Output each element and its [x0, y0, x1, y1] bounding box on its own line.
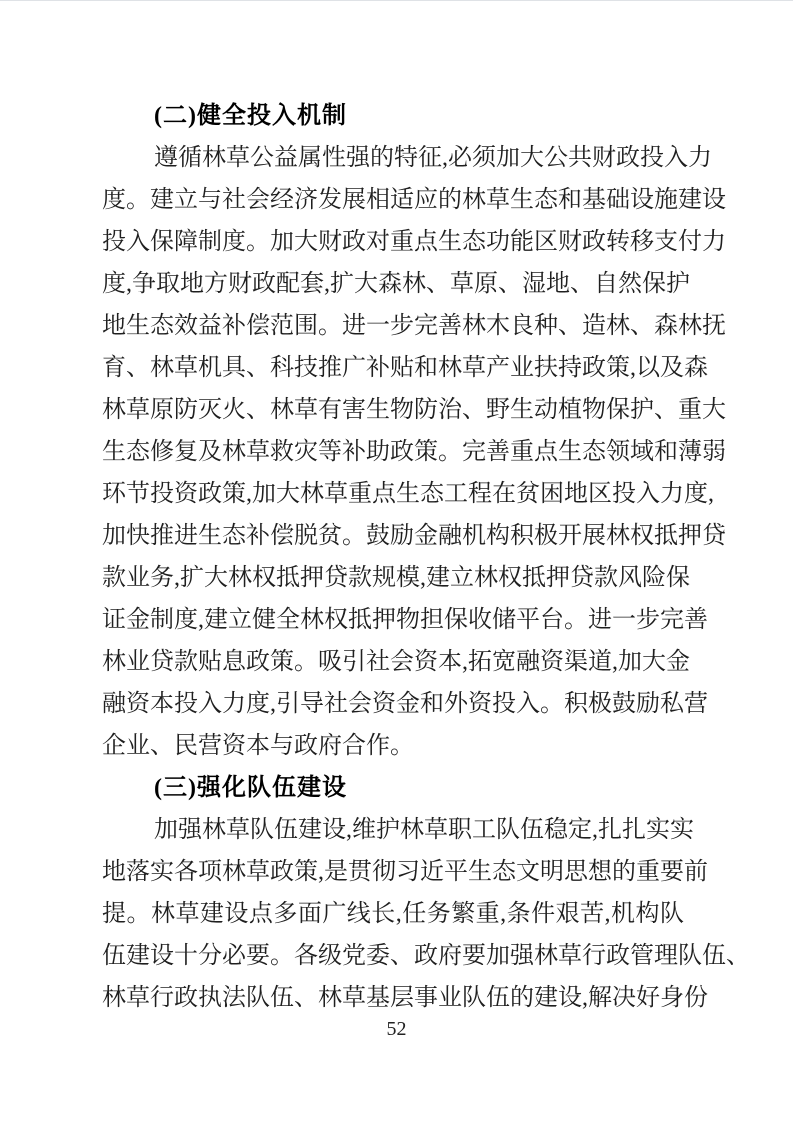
text-line: 育、林草机具、科技推广补贴和林草产业扶持政策,以及森 — [102, 355, 708, 381]
paragraph-investment — [102, 137, 726, 767]
section-investment-mechanism — [102, 95, 726, 767]
text-line: 提。林草建设点多面广线长,任务繁重,条件艰苦,机构队 — [102, 901, 684, 927]
text-line: 地落实各项林草政策,是贯彻习近平生态文明思想的重要前 — [102, 859, 708, 885]
text-line: 加快推进生态补偿脱贫。鼓励金融机构积极开展林权抵押贷 — [102, 523, 726, 549]
section-team-building — [102, 767, 750, 1019]
section-heading-investment: (二)健全投入机制 — [154, 103, 347, 129]
text-line: 地生态效益补偿范围。进一步完善林木良种、造林、森林抚 — [102, 313, 726, 339]
text-line: 林业贷款贴息政策。吸引社会资本,拓宽融资渠道,加大金 — [102, 649, 690, 675]
text-line: 证金制度,建立健全林权抵押物担保收储平台。进一步完善 — [102, 607, 708, 633]
text-line: 林草行政执法队伍、林草基层事业队伍的建设,解决好身份 — [102, 985, 708, 1011]
text-line: 加强林草队伍建设,维护林草职工队伍稳定,扎扎实实 — [154, 817, 694, 843]
text-line: 生态修复及林草救灾等补助政策。完善重点生态领域和薄弱 — [102, 439, 726, 465]
text-line: 度。建立与社会经济发展相适应的林草生态和基础设施建设 — [102, 187, 726, 213]
section-heading-team-building: (三)强化队伍建设 — [154, 775, 347, 801]
paragraph-team-building — [102, 809, 750, 1019]
text-line: 融资本投入力度,引导社会资金和外资投入。积极鼓励私营 — [102, 691, 708, 717]
text-line: 遵循林草公益属性强的特征,必须加大公共财政投入力 — [154, 145, 712, 171]
text-line: 款业务,扩大林权抵押贷款规模,建立林权抵押贷款风险保 — [102, 565, 690, 591]
text-line: 环节投资政策,加大林草重点生态工程在贫困地区投入力度, — [102, 481, 714, 507]
text-line: 伍建设十分必要。各级党委、政府要加强林草行政管理队伍、 — [102, 943, 750, 969]
text-line: 企业、民营资本与政府合作。 — [102, 733, 414, 759]
page-content — [102, 95, 750, 1019]
text-line: 投入保障制度。加大财政对重点生态功能区财政转移支付力 — [102, 229, 726, 255]
text-line: 度,争取地方财政配套,扩大森林、草原、湿地、自然保护 — [102, 271, 690, 297]
text-line: 林草原防灭火、林草有害生物防治、野生动植物保护、重大 — [102, 397, 726, 423]
page-number: 52 — [386, 1018, 407, 1040]
